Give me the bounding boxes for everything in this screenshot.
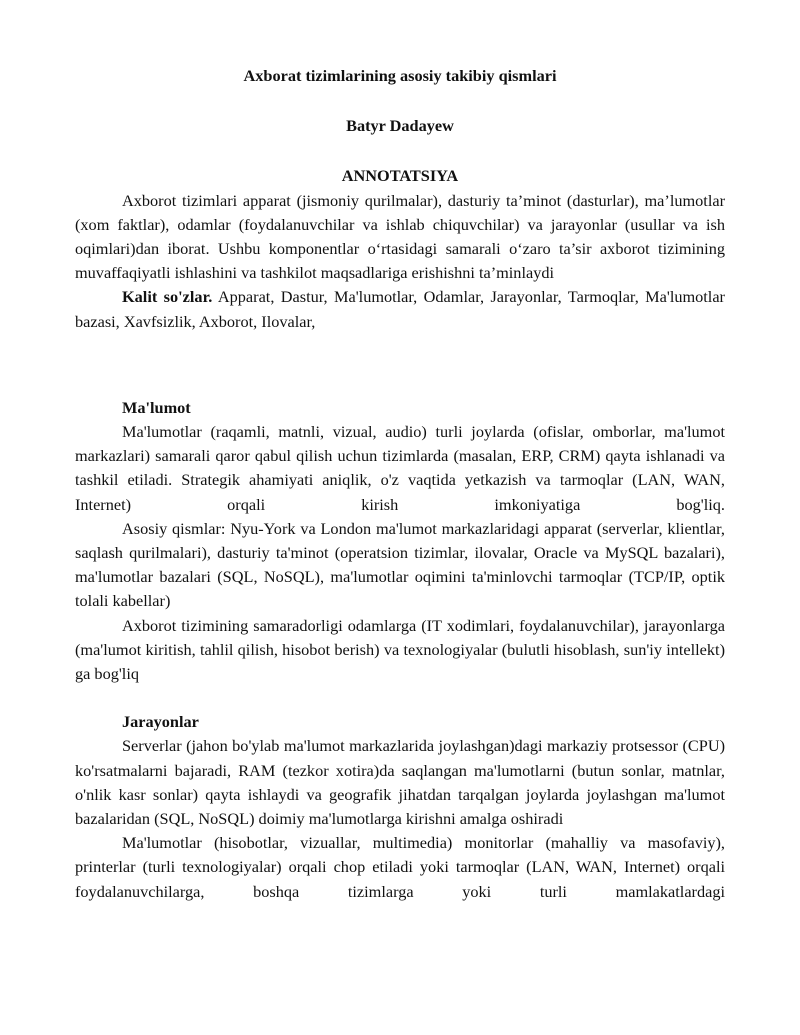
keywords-list: Apparat, Dastur, Ma'lumotlar, Odamlar, Jarayonlar, Tarmoqlar, Ma'lumotlar bazasi, Xavfsizlik, Axborot, Ilovalar, <box>75 287 725 331</box>
document-author: Batyr Dadayew <box>346 116 454 136</box>
section-heading-malumot: Ma'lumot <box>122 397 191 417</box>
annotation-paragraph: Axborot tizimlari apparat (jismoniy qurilmalar), dasturiy ta’minot (dasturlar), ma’lumotlar (xom faktlar), odamlar (foydalanuvchilar va ishlab chiquvchilar) va jarayonlar (usullar va ish oqimlari)dan iborat. Ushbu komponentlar o‘rtasidagi samarali o‘zaro ta’sir axborot tizimining muvaffaqiyatli ishlashini va tashkilot maqsadlariga erishishni ta’minlaydi <box>75 190 725 283</box>
section2-paragraph-1: Serverlar (jahon bo'ylab ma'lumot markazlarida joylashgan)dagi markaziy protsessor (CPU) ko'rsatmalarni bajaradi, RAM (tezkor xotira)da saqlangan ma'lumotlarni (butun sonlar, matnlar, o'nlik kasr sonlar) qayta ishlaydi va geografik jihatdan tarqalgan joylarda joylashgan ma'lumot bazalaridan (SQL, NoSQL) doimiy ma'lumotlarga kirishni amalga oshiradi <box>75 736 725 829</box>
keywords-label: Kalit so'zlar. <box>122 287 213 307</box>
document-body <box>75 60 725 904</box>
section1-paragraph-2: Asosiy qismlar: Nyu-York va London ma'lumot markazlaridagi apparat (serverlar, klientlar, saqlash qurilmalari), dasturiy ta'minot (operatsion tizimlar, ilovalar, Oracle va MySQL bazalari), ma'lumotlar bazalari (SQL, NoSQL), ma'lumotlar oqimini ta'minlovchi tarmoqlar (TCP/IP, optik tolali kabellar) <box>75 518 725 611</box>
section2-paragraph-2: Ma'lumotlar (hisobotlar, vizuallar, multimedia) monitorlar (mahalliy va masofaviy), printerlar (turli texnologiyalar) orqali chop etiladi yoki tarmoqlar (LAN, WAN, Internet) orqali foydalanuvchilarga, boshqa tizimlarga yoki turli mamlakatlardagi <box>75 833 725 901</box>
keywords-paragraph <box>75 285 725 333</box>
document-title: Axborat tizimlarining asosiy takibiy qismlari <box>243 66 557 85</box>
section-heading-jarayonlar: Jarayonlar <box>122 712 199 732</box>
section1-paragraph-1: Ma'lumotlar (raqamli, matnli, vizual, audio) turli joylarda (ofislar, omborlar, ma'lumot markazlari) samarali qaror qabul qilish uchun tizimlarda (masalan, ERP, CRM) qayta ishlanadi va tashkil etiladi. Strategik ahamiyati aniqlik, o'z vaqtida yetkazish va tarmoqlar (LAN, WAN, Internet) orqali kirish imkoniyatiga bog'liq. <box>75 422 725 514</box>
section1-paragraph-3: Axborot tizimining samaradorligi odamlarga (IT xodimlari, foydalanuvchilar), jarayonlarga (ma'lumot kiritish, tahlil qilish, hisobot berish) va texnologiyalar (bulutli hisoblash, sun'iy intellekt) ga bog'liq <box>75 615 725 684</box>
annotation-heading: ANNOTATSIYA <box>341 166 459 186</box>
